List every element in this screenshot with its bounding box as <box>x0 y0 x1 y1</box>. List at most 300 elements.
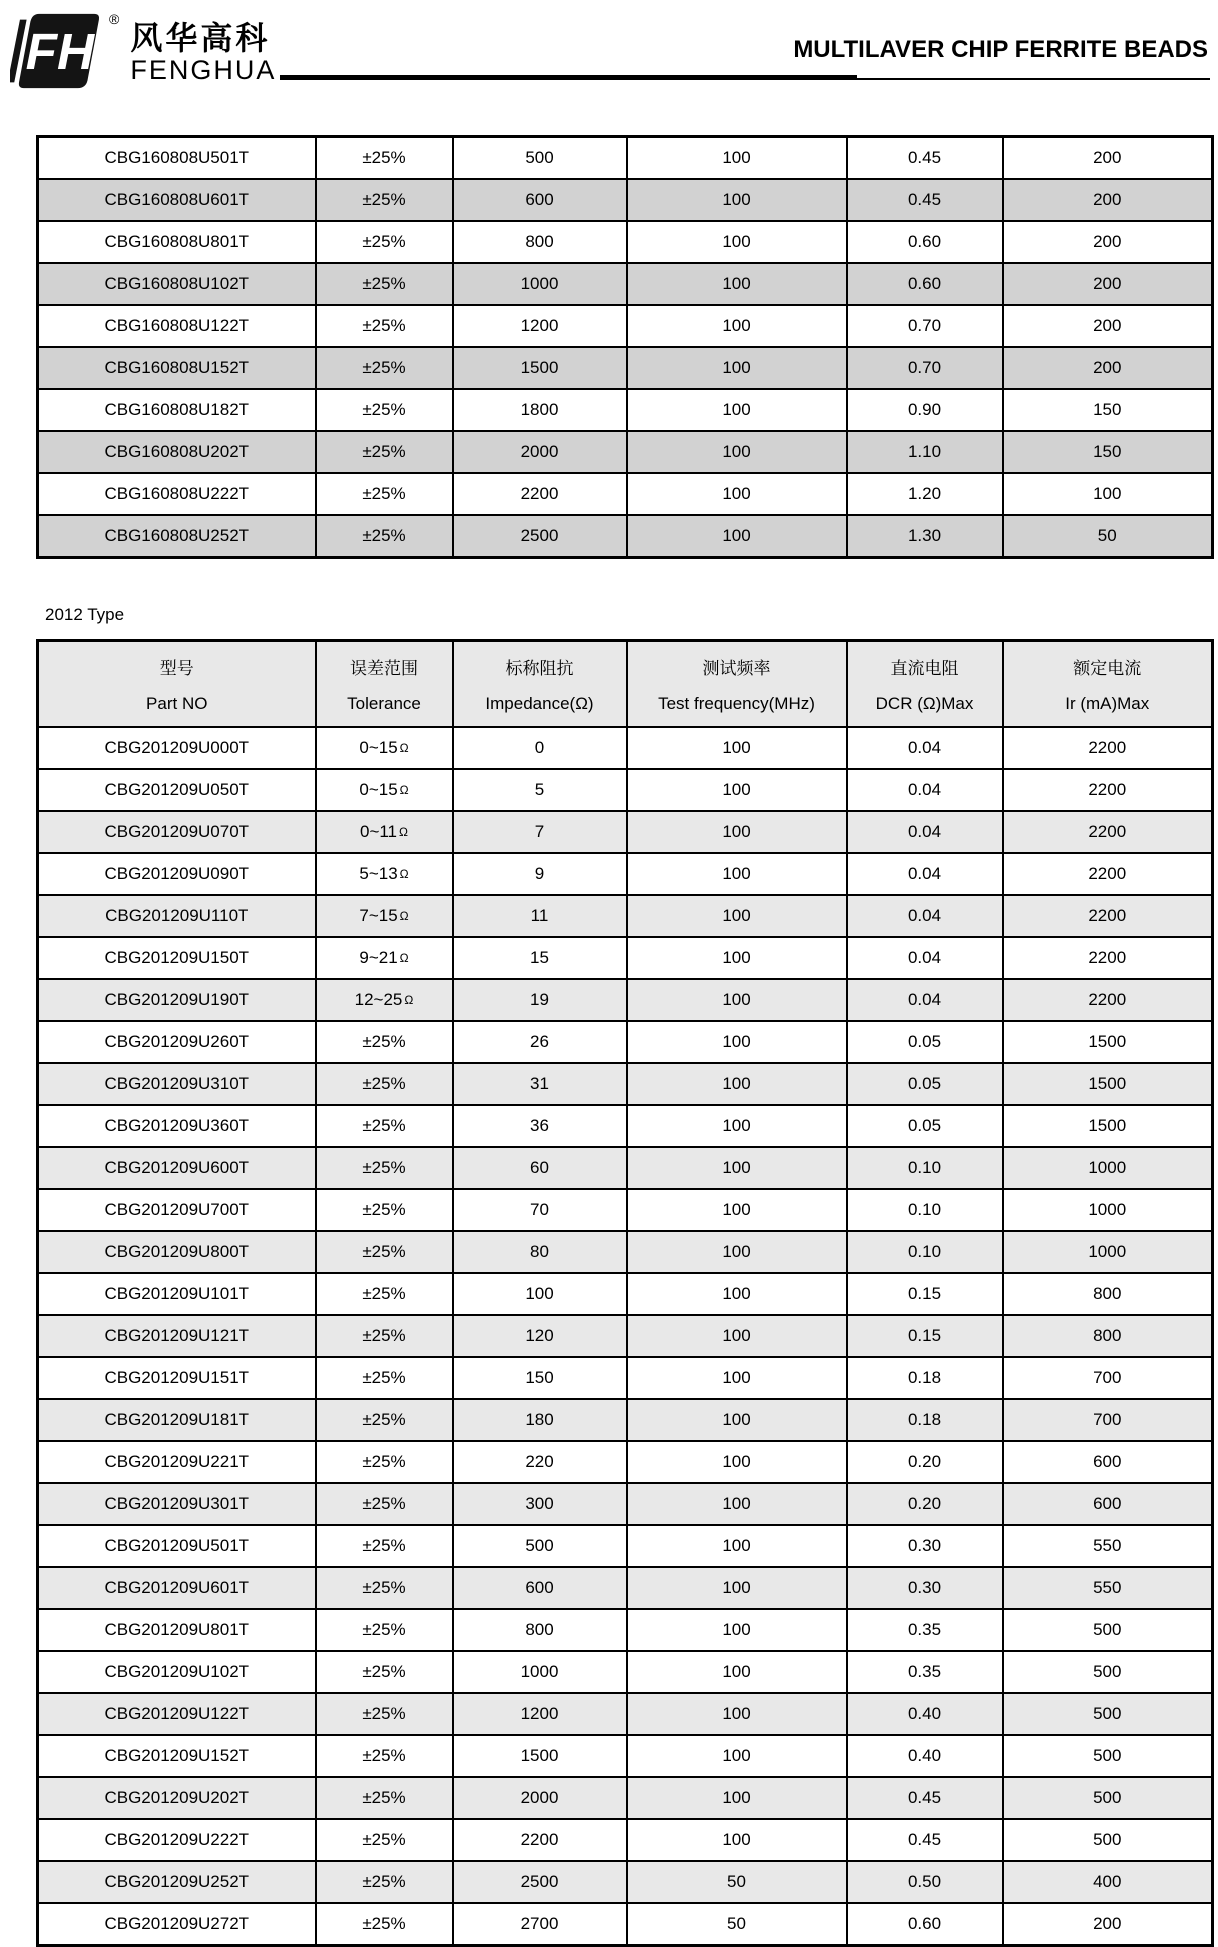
table-row <box>38 1777 1213 1819</box>
ohm-unit: Ω <box>399 951 409 965</box>
impedance-cell: 2500 <box>453 515 627 558</box>
test-frequency-cell: 100 <box>627 347 847 389</box>
test-frequency-cell: 100 <box>627 1483 847 1525</box>
rated-current-cell: 1500 <box>1003 1021 1213 1063</box>
impedance-cell: 60 <box>453 1147 627 1189</box>
table-row <box>38 937 1213 979</box>
impedance-cell: 36 <box>453 1105 627 1147</box>
part-no-cell: CBG201209U272T <box>38 1903 316 1946</box>
table-row <box>38 1231 1213 1273</box>
table-row <box>38 1105 1213 1147</box>
dcr-max-cell: 0.05 <box>847 1021 1003 1063</box>
dcr-max-cell: 0.05 <box>847 1063 1003 1105</box>
dcr-max-cell: 0.45 <box>847 179 1003 221</box>
rated-current-cell: 800 <box>1003 1315 1213 1357</box>
part-no-cell: CBG201209U301T <box>38 1483 316 1525</box>
impedance-cell: 7 <box>453 811 627 853</box>
dcr-max-cell: 0.04 <box>847 895 1003 937</box>
table-row <box>38 1735 1213 1777</box>
dcr-max-cell: 0.45 <box>847 137 1003 180</box>
part-no-cell: CBG201209U221T <box>38 1441 316 1483</box>
tolerance-cell: ±25% <box>316 1441 453 1483</box>
impedance-cell: 70 <box>453 1189 627 1231</box>
table-header-row <box>38 641 1213 728</box>
test-frequency-cell: 100 <box>627 1735 847 1777</box>
test-frequency-cell: 100 <box>627 1273 847 1315</box>
part-no-cell: CBG201209U501T <box>38 1525 316 1567</box>
test-frequency-cell: 100 <box>627 1063 847 1105</box>
test-frequency-cell: 100 <box>627 1651 847 1693</box>
part-no-cell: CBG201209U050T <box>38 769 316 811</box>
tolerance-cell: ±25% <box>316 179 453 221</box>
test-frequency-cell: 100 <box>627 727 847 769</box>
column-header-part-no: 型号 Part NO <box>38 641 316 728</box>
rated-current-cell: 500 <box>1003 1735 1213 1777</box>
impedance-cell: 800 <box>453 1609 627 1651</box>
test-frequency-cell: 100 <box>627 179 847 221</box>
impedance-cell: 1000 <box>453 263 627 305</box>
dcr-max-cell: 0.35 <box>847 1609 1003 1651</box>
dcr-max-cell: 0.45 <box>847 1777 1003 1819</box>
test-frequency-cell: 100 <box>627 1105 847 1147</box>
table-row <box>38 979 1213 1021</box>
tolerance-cell: ±25% <box>316 1063 453 1105</box>
dcr-max-cell: 0.10 <box>847 1231 1003 1273</box>
rated-current-cell: 1000 <box>1003 1189 1213 1231</box>
tolerance-cell: 0~15 Ω <box>316 727 453 769</box>
ferrite-beads-table-1608 <box>36 135 1214 559</box>
part-no-cell: CBG160808U801T <box>38 221 316 263</box>
rated-current-cell: 50 <box>1003 515 1213 558</box>
tolerance-cell: ±25% <box>316 1483 453 1525</box>
table-row <box>38 1063 1213 1105</box>
test-frequency-cell: 50 <box>627 1861 847 1903</box>
fenghua-logo <box>10 12 276 90</box>
ohm-unit: Ω <box>399 825 408 839</box>
impedance-cell: 11 <box>453 895 627 937</box>
tolerance-cell: ±25% <box>316 1273 453 1315</box>
tolerance-cell: ±25% <box>316 137 453 180</box>
test-frequency-cell: 100 <box>627 1693 847 1735</box>
tolerance-cell: ±25% <box>316 1651 453 1693</box>
rated-current-cell: 150 <box>1003 389 1213 431</box>
part-no-cell: CBG201209U152T <box>38 1735 316 1777</box>
impedance-cell: 1200 <box>453 305 627 347</box>
part-no-cell: CBG201209U000T <box>38 727 316 769</box>
part-no-cell: CBG201209U151T <box>38 1357 316 1399</box>
table-row <box>38 1903 1213 1946</box>
rated-current-cell: 200 <box>1003 137 1213 180</box>
table-row <box>38 1147 1213 1189</box>
impedance-cell: 220 <box>453 1441 627 1483</box>
rated-current-cell: 2200 <box>1003 853 1213 895</box>
impedance-cell: 9 <box>453 853 627 895</box>
test-frequency-cell: 100 <box>627 769 847 811</box>
test-frequency-cell: 100 <box>627 1231 847 1273</box>
part-no-cell: CBG160808U122T <box>38 305 316 347</box>
test-frequency-cell: 100 <box>627 389 847 431</box>
test-frequency-cell: 100 <box>627 515 847 558</box>
page-title: MULTILAVER CHIP FERRITE BEADS <box>793 36 1208 63</box>
part-no-cell: CBG201209U801T <box>38 1609 316 1651</box>
rated-current-cell: 200 <box>1003 305 1213 347</box>
page-header <box>0 0 1218 135</box>
column-header-impedance: 标称阻抗 Impedance(Ω) <box>453 641 627 728</box>
rated-current-cell: 2200 <box>1003 727 1213 769</box>
ohm-unit: Ω <box>404 993 414 1007</box>
rated-current-cell: 1500 <box>1003 1105 1213 1147</box>
dcr-max-cell: 0.15 <box>847 1315 1003 1357</box>
table-row <box>38 1441 1213 1483</box>
tolerance-cell: ±25% <box>316 1231 453 1273</box>
test-frequency-cell: 100 <box>627 895 847 937</box>
dcr-max-cell: 0.40 <box>847 1693 1003 1735</box>
tolerance-cell: 9~21 Ω <box>316 937 453 979</box>
tolerance-cell: ±25% <box>316 221 453 263</box>
test-frequency-cell: 100 <box>627 1525 847 1567</box>
part-no-cell: CBG160808U222T <box>38 473 316 515</box>
rated-current-cell: 200 <box>1003 347 1213 389</box>
tolerance-cell: ±25% <box>316 305 453 347</box>
table-row <box>38 137 1213 180</box>
test-frequency-cell: 100 <box>627 1609 847 1651</box>
impedance-cell: 1200 <box>453 1693 627 1735</box>
table-row <box>38 1273 1213 1315</box>
rated-current-cell: 200 <box>1003 221 1213 263</box>
tolerance-cell: ±25% <box>316 1861 453 1903</box>
table-row <box>38 1567 1213 1609</box>
impedance-cell: 2200 <box>453 473 627 515</box>
impedance-cell: 2500 <box>453 1861 627 1903</box>
test-frequency-cell: 100 <box>627 811 847 853</box>
impedance-cell: 1500 <box>453 347 627 389</box>
tolerance-cell: ±25% <box>316 389 453 431</box>
test-frequency-cell: 50 <box>627 1903 847 1946</box>
table-row <box>38 347 1213 389</box>
tolerance-cell: ±25% <box>316 347 453 389</box>
test-frequency-cell: 100 <box>627 305 847 347</box>
table-row <box>38 1315 1213 1357</box>
dcr-max-cell: 0.60 <box>847 1903 1003 1946</box>
test-frequency-cell: 100 <box>627 1189 847 1231</box>
impedance-cell: 120 <box>453 1315 627 1357</box>
table-row <box>38 1819 1213 1861</box>
part-no-cell: CBG201209U150T <box>38 937 316 979</box>
rated-current-cell: 1000 <box>1003 1231 1213 1273</box>
tolerance-cell: ±25% <box>316 1777 453 1819</box>
impedance-cell: 2700 <box>453 1903 627 1946</box>
impedance-cell: 19 <box>453 979 627 1021</box>
dcr-max-cell: 0.70 <box>847 347 1003 389</box>
rated-current-cell: 200 <box>1003 263 1213 305</box>
column-header-tolerance: 误差范围 Tolerance <box>316 641 453 728</box>
dcr-max-cell: 0.40 <box>847 1735 1003 1777</box>
rated-current-cell: 500 <box>1003 1693 1213 1735</box>
part-no-cell: CBG201209U101T <box>38 1273 316 1315</box>
part-no-cell: CBG201209U700T <box>38 1189 316 1231</box>
rated-current-cell: 800 <box>1003 1273 1213 1315</box>
section-label-2012-type: 2012 Type <box>45 605 125 624</box>
test-frequency-cell: 100 <box>627 1021 847 1063</box>
dcr-max-cell: 0.05 <box>847 1105 1003 1147</box>
impedance-cell: 300 <box>453 1483 627 1525</box>
rated-current-cell: 150 <box>1003 431 1213 473</box>
dcr-max-cell: 0.04 <box>847 727 1003 769</box>
impedance-cell: 1800 <box>453 389 627 431</box>
dcr-max-cell: 0.04 <box>847 811 1003 853</box>
table-row <box>38 1651 1213 1693</box>
table-row <box>38 515 1213 558</box>
rated-current-cell: 1000 <box>1003 1147 1213 1189</box>
impedance-cell: 150 <box>453 1357 627 1399</box>
part-no-cell: CBG201209U260T <box>38 1021 316 1063</box>
part-no-cell: CBG201209U110T <box>38 895 316 937</box>
part-no-cell: CBG201209U090T <box>38 853 316 895</box>
rated-current-cell: 2200 <box>1003 769 1213 811</box>
ohm-unit: Ω <box>399 909 409 923</box>
tolerance-cell: ±25% <box>316 1021 453 1063</box>
impedance-cell: 2000 <box>453 1777 627 1819</box>
rated-current-cell: 550 <box>1003 1567 1213 1609</box>
fenghua-logo-icon <box>10 12 106 90</box>
table-row <box>38 263 1213 305</box>
dcr-max-cell: 0.60 <box>847 221 1003 263</box>
table-row <box>38 727 1213 769</box>
table-row <box>38 389 1213 431</box>
dcr-max-cell: 0.20 <box>847 1483 1003 1525</box>
test-frequency-cell: 100 <box>627 1399 847 1441</box>
part-no-cell: CBG160808U152T <box>38 347 316 389</box>
dcr-max-cell: 1.20 <box>847 473 1003 515</box>
dcr-max-cell: 0.90 <box>847 389 1003 431</box>
test-frequency-cell: 100 <box>627 1567 847 1609</box>
rated-current-cell: 2200 <box>1003 811 1213 853</box>
rated-current-cell: 550 <box>1003 1525 1213 1567</box>
part-no-cell: CBG201209U102T <box>38 1651 316 1693</box>
part-no-cell: CBG160808U601T <box>38 179 316 221</box>
rated-current-cell: 500 <box>1003 1651 1213 1693</box>
tolerance-cell: ±25% <box>316 1693 453 1735</box>
impedance-cell: 2200 <box>453 1819 627 1861</box>
part-no-cell: CBG201209U252T <box>38 1861 316 1903</box>
tolerance-cell: ±25% <box>316 1147 453 1189</box>
test-frequency-cell: 100 <box>627 1777 847 1819</box>
impedance-cell: 800 <box>453 221 627 263</box>
tolerance-cell: 7~15 Ω <box>316 895 453 937</box>
part-no-cell: CBG160808U102T <box>38 263 316 305</box>
table-row <box>38 1189 1213 1231</box>
part-no-cell: CBG201209U070T <box>38 811 316 853</box>
tolerance-cell: ±25% <box>316 1609 453 1651</box>
tolerance-cell: ±25% <box>316 1315 453 1357</box>
dcr-max-cell: 0.70 <box>847 305 1003 347</box>
dcr-max-cell: 0.04 <box>847 979 1003 1021</box>
table-row <box>38 1483 1213 1525</box>
rated-current-cell: 600 <box>1003 1441 1213 1483</box>
test-frequency-cell: 100 <box>627 221 847 263</box>
tolerance-cell: 12~25 Ω <box>316 979 453 1021</box>
test-frequency-cell: 100 <box>627 1315 847 1357</box>
tolerance-cell: ±25% <box>316 1399 453 1441</box>
tolerance-cell: ±25% <box>316 515 453 558</box>
impedance-cell: 1500 <box>453 1735 627 1777</box>
ferrite-beads-table-2012 <box>36 639 1214 1947</box>
dcr-max-cell: 0.04 <box>847 937 1003 979</box>
impedance-cell: 2000 <box>453 431 627 473</box>
impedance-cell: 31 <box>453 1063 627 1105</box>
dcr-max-cell: 1.10 <box>847 431 1003 473</box>
dcr-max-cell: 0.10 <box>847 1189 1003 1231</box>
header-rule-thick <box>280 75 857 80</box>
table-row <box>38 1609 1213 1651</box>
tolerance-cell: ±25% <box>316 1819 453 1861</box>
part-no-cell: CBG201209U360T <box>38 1105 316 1147</box>
test-frequency-cell: 100 <box>627 979 847 1021</box>
test-frequency-cell: 100 <box>627 937 847 979</box>
rated-current-cell: 700 <box>1003 1357 1213 1399</box>
impedance-cell: 600 <box>453 1567 627 1609</box>
brand-name-english: FENGHUA <box>130 54 277 85</box>
ohm-unit: Ω <box>399 783 409 797</box>
tolerance-cell: ±25% <box>316 1903 453 1946</box>
test-frequency-cell: 100 <box>627 473 847 515</box>
test-frequency-cell: 100 <box>627 1147 847 1189</box>
impedance-cell: 26 <box>453 1021 627 1063</box>
registered-mark: ® <box>109 11 120 27</box>
dcr-max-cell: 0.15 <box>847 1273 1003 1315</box>
test-frequency-cell: 100 <box>627 431 847 473</box>
dcr-max-cell: 0.45 <box>847 1819 1003 1861</box>
test-frequency-cell: 100 <box>627 263 847 305</box>
header-rule <box>280 75 1210 80</box>
column-header-test-frequency: 测试频率 Test frequency(MHz) <box>627 641 847 728</box>
part-no-cell: CBG160808U501T <box>38 137 316 180</box>
column-header-dcr-max: 直流电阻 DCR (Ω)Max <box>847 641 1003 728</box>
table-row <box>38 811 1213 853</box>
brand-text <box>130 12 276 84</box>
table-row <box>38 1399 1213 1441</box>
column-header-rated-current: 额定电流 Ir (mA)Max <box>1003 641 1213 728</box>
part-no-cell: CBG160808U182T <box>38 389 316 431</box>
table-row <box>38 473 1213 515</box>
rated-current-cell: 600 <box>1003 1483 1213 1525</box>
table-row <box>38 1525 1213 1567</box>
test-frequency-cell: 100 <box>627 1357 847 1399</box>
test-frequency-cell: 100 <box>627 853 847 895</box>
table-row <box>38 179 1213 221</box>
test-frequency-cell: 100 <box>627 137 847 180</box>
part-no-cell: CBG201209U181T <box>38 1399 316 1441</box>
impedance-cell: 600 <box>453 179 627 221</box>
rated-current-cell: 2200 <box>1003 979 1213 1021</box>
dcr-max-cell: 1.30 <box>847 515 1003 558</box>
rated-current-cell: 100 <box>1003 473 1213 515</box>
impedance-cell: 1000 <box>453 1651 627 1693</box>
tolerance-cell: ±25% <box>316 1189 453 1231</box>
table-row <box>38 305 1213 347</box>
tolerance-cell: ±25% <box>316 1525 453 1567</box>
table-row <box>38 769 1213 811</box>
part-no-cell: CBG160808U252T <box>38 515 316 558</box>
dcr-max-cell: 0.04 <box>847 853 1003 895</box>
header-rule-thin <box>857 78 1210 80</box>
rated-current-cell: 2200 <box>1003 895 1213 937</box>
dcr-max-cell: 0.20 <box>847 1441 1003 1483</box>
rated-current-cell: 200 <box>1003 1903 1213 1946</box>
test-frequency-cell: 100 <box>627 1441 847 1483</box>
part-no-cell: CBG201209U222T <box>38 1819 316 1861</box>
dcr-max-cell: 0.50 <box>847 1861 1003 1903</box>
rated-current-cell: 200 <box>1003 179 1213 221</box>
impedance-cell: 500 <box>453 137 627 180</box>
part-no-cell: CBG201209U600T <box>38 1147 316 1189</box>
table-row <box>38 1357 1213 1399</box>
rated-current-cell: 500 <box>1003 1777 1213 1819</box>
tolerance-cell: ±25% <box>316 1105 453 1147</box>
tolerance-cell: ±25% <box>316 1567 453 1609</box>
rated-current-cell: 2200 <box>1003 937 1213 979</box>
impedance-cell: 0 <box>453 727 627 769</box>
impedance-cell: 500 <box>453 1525 627 1567</box>
part-no-cell: CBG201209U310T <box>38 1063 316 1105</box>
rated-current-cell: 500 <box>1003 1819 1213 1861</box>
dcr-max-cell: 0.30 <box>847 1567 1003 1609</box>
tolerance-cell: ±25% <box>316 263 453 305</box>
ohm-unit: Ω <box>399 741 409 755</box>
impedance-cell: 80 <box>453 1231 627 1273</box>
tolerance-cell: ±25% <box>316 1735 453 1777</box>
part-no-cell: CBG201209U601T <box>38 1567 316 1609</box>
tolerance-cell: 5~13 Ω <box>316 853 453 895</box>
impedance-cell: 100 <box>453 1273 627 1315</box>
table-row <box>38 431 1213 473</box>
svg-text:FH: FH <box>25 23 95 81</box>
part-no-cell: CBG201209U122T <box>38 1693 316 1735</box>
part-no-cell: CBG201209U800T <box>38 1231 316 1273</box>
ohm-unit: Ω <box>399 867 409 881</box>
part-no-cell: CBG201209U190T <box>38 979 316 1021</box>
tolerance-cell: 0~15 Ω <box>316 769 453 811</box>
test-frequency-cell: 100 <box>627 1819 847 1861</box>
tolerance-cell: ±25% <box>316 1357 453 1399</box>
part-no-cell: CBG160808U202T <box>38 431 316 473</box>
tolerance-cell: 0~11 Ω <box>316 811 453 853</box>
tolerance-cell: ±25% <box>316 473 453 515</box>
table-row <box>38 1693 1213 1735</box>
table-row <box>38 1021 1213 1063</box>
table-row <box>38 853 1213 895</box>
dcr-max-cell: 0.18 <box>847 1357 1003 1399</box>
rated-current-cell: 700 <box>1003 1399 1213 1441</box>
rated-current-cell: 400 <box>1003 1861 1213 1903</box>
rated-current-cell: 500 <box>1003 1609 1213 1651</box>
part-no-cell: CBG201209U202T <box>38 1777 316 1819</box>
dcr-max-cell: 0.35 <box>847 1651 1003 1693</box>
table-row <box>38 1861 1213 1903</box>
table-row <box>38 221 1213 263</box>
impedance-cell: 5 <box>453 769 627 811</box>
table-row <box>38 895 1213 937</box>
brand-name-chinese: 风华高科 <box>130 20 271 56</box>
dcr-max-cell: 0.04 <box>847 769 1003 811</box>
impedance-cell: 15 <box>453 937 627 979</box>
dcr-max-cell: 0.30 <box>847 1525 1003 1567</box>
impedance-cell: 180 <box>453 1399 627 1441</box>
dcr-max-cell: 0.18 <box>847 1399 1003 1441</box>
dcr-max-cell: 0.60 <box>847 263 1003 305</box>
tolerance-cell: ±25% <box>316 431 453 473</box>
rated-current-cell: 1500 <box>1003 1063 1213 1105</box>
